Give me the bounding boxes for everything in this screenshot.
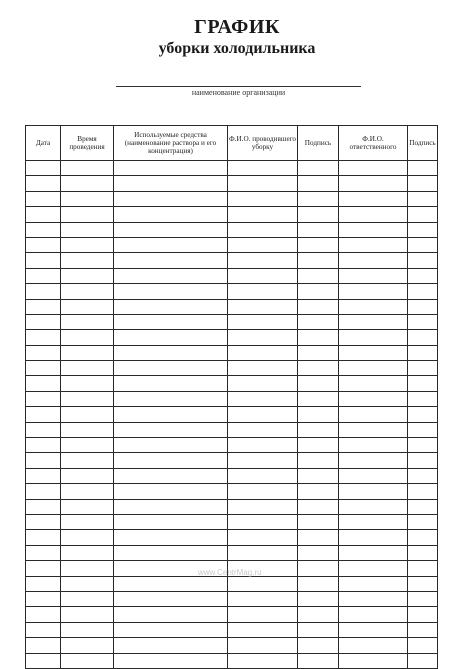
table-cell[interactable] xyxy=(408,607,438,622)
table-cell[interactable] xyxy=(26,545,61,560)
table-cell[interactable] xyxy=(228,453,298,468)
column-header-agents: Используемые средства (наименование раствора и его концентрация) xyxy=(114,126,228,161)
table-cell[interactable] xyxy=(339,607,408,622)
table-cell[interactable] xyxy=(61,576,114,591)
table-cell[interactable] xyxy=(61,207,114,222)
table-cell[interactable] xyxy=(408,407,438,422)
table-cell[interactable] xyxy=(408,176,438,191)
table-row xyxy=(26,361,438,376)
table-cell[interactable] xyxy=(339,253,408,268)
table-cell[interactable] xyxy=(228,407,298,422)
table-row xyxy=(26,253,438,268)
table-cell[interactable] xyxy=(26,576,61,591)
table-cell[interactable] xyxy=(26,622,61,637)
column-header-time: Время проведения xyxy=(61,126,114,161)
table-cell[interactable] xyxy=(228,314,298,329)
table-cell[interactable] xyxy=(114,468,228,483)
table-cell[interactable] xyxy=(114,545,228,560)
table-cell[interactable] xyxy=(26,653,61,668)
table-cell[interactable] xyxy=(339,299,408,314)
table-cell[interactable] xyxy=(298,330,339,345)
table-cell[interactable] xyxy=(339,237,408,252)
table-cell[interactable] xyxy=(228,638,298,653)
table-cell[interactable] xyxy=(26,607,61,622)
table-cell[interactable] xyxy=(228,545,298,560)
table-cell[interactable] xyxy=(228,237,298,252)
table-cell[interactable] xyxy=(298,253,339,268)
table-cell[interactable] xyxy=(114,530,228,545)
table-cell[interactable] xyxy=(114,407,228,422)
table-row xyxy=(26,376,438,391)
table-row xyxy=(26,591,438,606)
table-cell[interactable] xyxy=(339,653,408,668)
table-cell[interactable] xyxy=(61,268,114,283)
table-cell[interactable] xyxy=(298,638,339,653)
table-row xyxy=(26,222,438,237)
table-cell[interactable] xyxy=(61,638,114,653)
table-cell[interactable] xyxy=(408,361,438,376)
table-cell[interactable] xyxy=(61,545,114,560)
column-header-responsible-name: Ф.И.О. ответственного xyxy=(339,126,408,161)
table-cell[interactable] xyxy=(408,499,438,514)
table-cell[interactable] xyxy=(339,591,408,606)
column-header-date: Дата xyxy=(26,126,61,161)
table-cell[interactable] xyxy=(408,191,438,206)
table-cell[interactable] xyxy=(228,176,298,191)
table-cell[interactable] xyxy=(408,530,438,545)
table-cell[interactable] xyxy=(61,422,114,437)
table-cell[interactable] xyxy=(228,484,298,499)
table-cell[interactable] xyxy=(408,591,438,606)
table-row xyxy=(26,407,438,422)
table-cell[interactable] xyxy=(339,622,408,637)
table-cell[interactable] xyxy=(26,391,61,406)
table-cell[interactable] xyxy=(298,468,339,483)
table-cell[interactable] xyxy=(298,284,339,299)
table-cell[interactable] xyxy=(408,253,438,268)
table-cell[interactable] xyxy=(114,299,228,314)
table-cell[interactable] xyxy=(61,391,114,406)
table-cell[interactable] xyxy=(114,176,228,191)
table-cell[interactable] xyxy=(339,222,408,237)
table-cell[interactable] xyxy=(26,376,61,391)
table-cell[interactable] xyxy=(61,591,114,606)
column-header-responsible-signature: Подпись xyxy=(408,126,438,161)
table-cell[interactable] xyxy=(298,176,339,191)
table-row xyxy=(26,499,438,514)
table-cell[interactable] xyxy=(114,361,228,376)
table-cell[interactable] xyxy=(114,653,228,668)
table-cell[interactable] xyxy=(298,591,339,606)
table-cell[interactable] xyxy=(114,576,228,591)
table-cell[interactable] xyxy=(408,514,438,529)
table-cell[interactable] xyxy=(26,268,61,283)
table-cell[interactable] xyxy=(298,453,339,468)
table-cell[interactable] xyxy=(61,514,114,529)
table-cell[interactable] xyxy=(298,530,339,545)
table-cell[interactable] xyxy=(114,422,228,437)
table-cell[interactable] xyxy=(61,484,114,499)
table-cell[interactable] xyxy=(339,638,408,653)
table-cell[interactable] xyxy=(298,514,339,529)
table-cell[interactable] xyxy=(228,422,298,437)
table-cell[interactable] xyxy=(26,591,61,606)
table-cell[interactable] xyxy=(228,514,298,529)
table-row xyxy=(26,161,438,176)
page-subtitle: уборки холодильника xyxy=(158,40,316,57)
table-cell[interactable] xyxy=(114,499,228,514)
table-row xyxy=(26,391,438,406)
table-cell[interactable] xyxy=(298,545,339,560)
table-cell[interactable] xyxy=(61,653,114,668)
table-cell[interactable] xyxy=(114,284,228,299)
table-cell[interactable] xyxy=(228,161,298,176)
table-cell[interactable] xyxy=(228,376,298,391)
table-cell[interactable] xyxy=(26,438,61,453)
table-cell[interactable] xyxy=(26,222,61,237)
table-row xyxy=(26,622,438,637)
table-cell[interactable] xyxy=(298,222,339,237)
table-cell[interactable] xyxy=(408,237,438,252)
table-cell[interactable] xyxy=(61,176,114,191)
table-row xyxy=(26,345,438,360)
table-cell[interactable] xyxy=(228,499,298,514)
table-cell[interactable] xyxy=(228,576,298,591)
table-cell[interactable] xyxy=(61,237,114,252)
table-cell[interactable] xyxy=(339,361,408,376)
table-cell[interactable] xyxy=(298,299,339,314)
table-cell[interactable] xyxy=(408,314,438,329)
table-cell[interactable] xyxy=(408,438,438,453)
table-cell[interactable] xyxy=(298,653,339,668)
table-cell[interactable] xyxy=(408,468,438,483)
table-cell[interactable] xyxy=(339,207,408,222)
table-cell[interactable] xyxy=(408,484,438,499)
table-cell[interactable] xyxy=(298,161,339,176)
table-cell[interactable] xyxy=(114,191,228,206)
table-cell[interactable] xyxy=(408,268,438,283)
table-cell[interactable] xyxy=(26,161,61,176)
table-cell[interactable] xyxy=(26,237,61,252)
table-cell[interactable] xyxy=(228,653,298,668)
table-cell[interactable] xyxy=(298,622,339,637)
table-cell[interactable] xyxy=(339,345,408,360)
table-row xyxy=(26,653,438,668)
table-cell[interactable] xyxy=(228,345,298,360)
table-cell[interactable] xyxy=(408,545,438,560)
table-cell[interactable] xyxy=(114,438,228,453)
table-cell[interactable] xyxy=(26,345,61,360)
table-row xyxy=(26,207,438,222)
table-cell[interactable] xyxy=(339,330,408,345)
table-cell[interactable] xyxy=(61,191,114,206)
table-cell[interactable] xyxy=(339,561,408,576)
table-row xyxy=(26,299,438,314)
table-cell[interactable] xyxy=(61,299,114,314)
table-cell[interactable] xyxy=(339,268,408,283)
table-cell[interactable] xyxy=(26,176,61,191)
table-cell[interactable] xyxy=(339,545,408,560)
table-cell[interactable] xyxy=(61,345,114,360)
table-cell[interactable] xyxy=(26,361,61,376)
table-cell[interactable] xyxy=(298,268,339,283)
table-cell[interactable] xyxy=(228,530,298,545)
table-row xyxy=(26,268,438,283)
table-cell[interactable] xyxy=(26,191,61,206)
table-cell[interactable] xyxy=(228,268,298,283)
table-header-row xyxy=(26,126,438,161)
table-cell[interactable] xyxy=(26,530,61,545)
table-cell[interactable] xyxy=(114,391,228,406)
table-cell[interactable] xyxy=(228,438,298,453)
table-cell[interactable] xyxy=(408,299,438,314)
table-cell[interactable] xyxy=(408,222,438,237)
table-cell[interactable] xyxy=(298,484,339,499)
page-title: ГРАФИК xyxy=(194,16,280,38)
table-cell[interactable] xyxy=(339,453,408,468)
table-cell[interactable] xyxy=(26,514,61,529)
table-cell[interactable] xyxy=(26,330,61,345)
table-row xyxy=(26,514,438,529)
table-cell[interactable] xyxy=(408,622,438,637)
table-cell[interactable] xyxy=(298,345,339,360)
table-cell[interactable] xyxy=(114,514,228,529)
table-cell[interactable] xyxy=(61,253,114,268)
table-cell[interactable] xyxy=(298,499,339,514)
table-cell[interactable] xyxy=(228,284,298,299)
table-cell[interactable] xyxy=(298,191,339,206)
table-cell[interactable] xyxy=(298,376,339,391)
table-cell[interactable] xyxy=(408,391,438,406)
table-cell[interactable] xyxy=(228,622,298,637)
table-cell[interactable] xyxy=(339,422,408,437)
table-row xyxy=(26,314,438,329)
table-cell[interactable] xyxy=(339,438,408,453)
table-cell[interactable] xyxy=(26,468,61,483)
table-row xyxy=(26,530,438,545)
column-header-cleaner-name: Ф.И.О. проводившего уборку xyxy=(228,126,298,161)
table-cell[interactable] xyxy=(408,638,438,653)
table-cell[interactable] xyxy=(408,653,438,668)
table-cell[interactable] xyxy=(114,622,228,637)
table-cell[interactable] xyxy=(339,161,408,176)
table-cell[interactable] xyxy=(298,438,339,453)
table-cell[interactable] xyxy=(114,268,228,283)
table-row xyxy=(26,468,438,483)
table-cell[interactable] xyxy=(61,284,114,299)
table-cell[interactable] xyxy=(114,207,228,222)
organization-name-line[interactable] xyxy=(116,86,361,87)
table-cell[interactable] xyxy=(114,345,228,360)
table-cell[interactable] xyxy=(61,438,114,453)
table-cell[interactable] xyxy=(114,237,228,252)
table-cell[interactable] xyxy=(408,422,438,437)
table-cell[interactable] xyxy=(114,253,228,268)
table-cell[interactable] xyxy=(26,499,61,514)
table-cell[interactable] xyxy=(298,561,339,576)
table-cell[interactable] xyxy=(298,207,339,222)
table-cell[interactable] xyxy=(339,499,408,514)
table-cell[interactable] xyxy=(61,161,114,176)
table-cell[interactable] xyxy=(61,330,114,345)
table-cell[interactable] xyxy=(228,591,298,606)
table-cell[interactable] xyxy=(26,314,61,329)
table-row xyxy=(26,438,438,453)
table-row xyxy=(26,422,438,437)
table-cell[interactable] xyxy=(228,253,298,268)
table-cell[interactable] xyxy=(339,530,408,545)
table-cell[interactable] xyxy=(26,253,61,268)
table-cell[interactable] xyxy=(408,576,438,591)
table-cell[interactable] xyxy=(26,207,61,222)
table-cell[interactable] xyxy=(228,207,298,222)
table-cell[interactable] xyxy=(61,607,114,622)
table-cell[interactable] xyxy=(26,638,61,653)
table-cell[interactable] xyxy=(339,484,408,499)
table-cell[interactable] xyxy=(114,161,228,176)
table-cell[interactable] xyxy=(61,361,114,376)
table-cell[interactable] xyxy=(339,191,408,206)
table-cell[interactable] xyxy=(339,314,408,329)
table-cell[interactable] xyxy=(228,607,298,622)
table-cell[interactable] xyxy=(339,176,408,191)
table-cell[interactable] xyxy=(408,207,438,222)
table-cell[interactable] xyxy=(298,422,339,437)
table-cell[interactable] xyxy=(26,453,61,468)
table-cell[interactable] xyxy=(339,576,408,591)
table-cell[interactable] xyxy=(408,345,438,360)
table-cell[interactable] xyxy=(408,330,438,345)
table-cell[interactable] xyxy=(228,361,298,376)
table-row xyxy=(26,284,438,299)
table-cell[interactable] xyxy=(228,391,298,406)
table-cell[interactable] xyxy=(298,237,339,252)
table-cell[interactable] xyxy=(61,222,114,237)
table-cell[interactable] xyxy=(339,391,408,406)
table-cell[interactable] xyxy=(339,468,408,483)
table-cell[interactable] xyxy=(408,161,438,176)
table-cell[interactable] xyxy=(114,453,228,468)
table-row xyxy=(26,453,438,468)
table-row xyxy=(26,545,438,560)
organization-caption: наименование организации xyxy=(191,88,286,97)
table-cell[interactable] xyxy=(228,299,298,314)
table-cell[interactable] xyxy=(61,314,114,329)
table-body xyxy=(26,161,438,669)
table-row xyxy=(26,191,438,206)
table-cell[interactable] xyxy=(114,638,228,653)
table-cell[interactable] xyxy=(114,330,228,345)
table-row xyxy=(26,176,438,191)
table-cell[interactable] xyxy=(339,376,408,391)
column-header-signature: Подпись xyxy=(298,126,339,161)
table-cell[interactable] xyxy=(61,499,114,514)
table-cell[interactable] xyxy=(228,191,298,206)
table-cell[interactable] xyxy=(408,376,438,391)
table-cell[interactable] xyxy=(339,407,408,422)
table-cell[interactable] xyxy=(408,453,438,468)
table-cell[interactable] xyxy=(61,376,114,391)
table-row xyxy=(26,638,438,653)
table-row xyxy=(26,576,438,591)
table-cell[interactable] xyxy=(339,514,408,529)
table-row xyxy=(26,607,438,622)
table-cell[interactable] xyxy=(61,453,114,468)
table-cell[interactable] xyxy=(408,284,438,299)
table-cell[interactable] xyxy=(114,607,228,622)
table-cell[interactable] xyxy=(298,607,339,622)
table-cell[interactable] xyxy=(26,484,61,499)
table-cell[interactable] xyxy=(339,284,408,299)
table-cell[interactable] xyxy=(228,330,298,345)
watermark: www.CentrMag.ru xyxy=(198,568,262,577)
table-cell[interactable] xyxy=(114,484,228,499)
table-cell[interactable] xyxy=(26,422,61,437)
table-cell[interactable] xyxy=(61,530,114,545)
table-cell[interactable] xyxy=(298,391,339,406)
table-cell[interactable] xyxy=(298,576,339,591)
table-cell[interactable] xyxy=(114,591,228,606)
table-cell[interactable] xyxy=(61,468,114,483)
table-cell[interactable] xyxy=(408,561,438,576)
table-cell[interactable] xyxy=(61,622,114,637)
table-row xyxy=(26,484,438,499)
cleaning-log-table xyxy=(25,125,438,669)
table-cell[interactable] xyxy=(61,561,114,576)
table-row xyxy=(26,237,438,252)
table-cell[interactable] xyxy=(298,314,339,329)
table-cell[interactable] xyxy=(228,222,298,237)
table-cell[interactable] xyxy=(114,222,228,237)
table-cell[interactable] xyxy=(61,407,114,422)
table-cell[interactable] xyxy=(114,314,228,329)
table-row xyxy=(26,330,438,345)
table-cell[interactable] xyxy=(298,361,339,376)
table-cell[interactable] xyxy=(26,284,61,299)
table-cell[interactable] xyxy=(228,468,298,483)
table-cell[interactable] xyxy=(26,407,61,422)
table-cell[interactable] xyxy=(298,407,339,422)
table-cell[interactable] xyxy=(26,561,61,576)
table-cell[interactable] xyxy=(114,376,228,391)
table-cell[interactable] xyxy=(26,299,61,314)
